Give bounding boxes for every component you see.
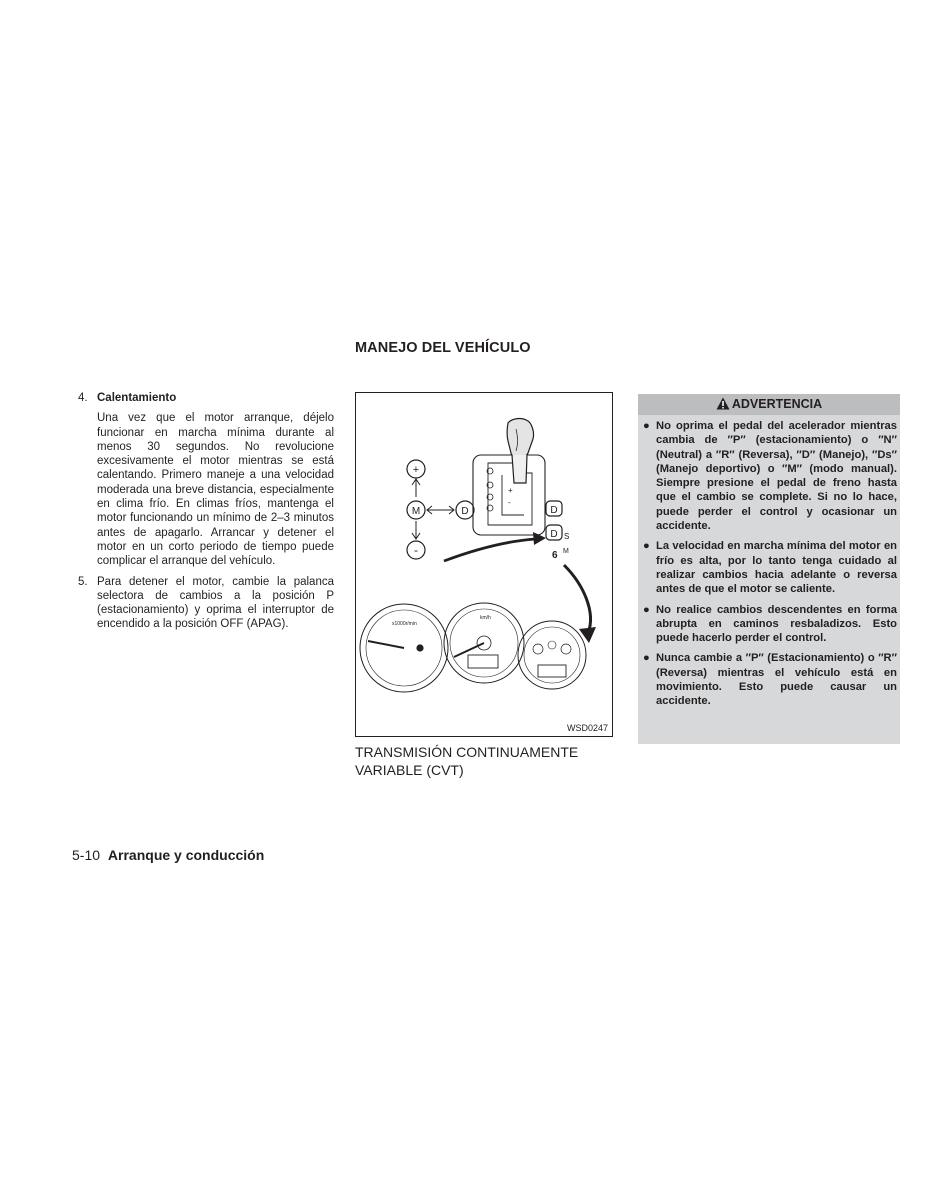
item-heading: Calentamiento <box>97 392 177 404</box>
warning-item: ● Nunca cambie a ″P″ (Estacionamiento) o ″R″ (Reversa) mientras el vehículo está en movimiento. Esto puede causar un accidente. <box>643 652 897 708</box>
warning-item: ● La velocidad en marcha mínima del motor en frío es alta, por lo tanto tenga cuidado al realizar cambios hacia adelante o reversa antes de que el motor se caliente. <box>643 540 897 596</box>
warning-triangle-icon <box>716 397 730 410</box>
svg-text:-: - <box>508 498 511 507</box>
page-footer <box>72 847 264 863</box>
manual-mode-diagram <box>407 460 474 559</box>
item-body: Para detener el motor, cambie la palanca selectora de cambios a la posición P (estacionamiento) y oprima el interruptor de encendido a la posición OFF (APAG). <box>97 575 334 631</box>
warning-box <box>638 394 900 744</box>
bullet-icon: ● <box>643 420 650 432</box>
m-label: M <box>411 506 421 517</box>
figure-caption: TRANSMISIÓN CONTINUAMENTE VARIABLE (CVT) <box>355 744 579 778</box>
shifter-console <box>473 455 545 535</box>
gear-six-label: 6 <box>552 550 558 561</box>
plus-label: + <box>412 464 420 476</box>
section-title: MANEJO DEL VEHÍCULO <box>355 340 531 356</box>
gear-m-label: M <box>563 548 569 555</box>
warning-title: ADVERTENCIA <box>731 397 823 411</box>
d-indicator-label: D <box>550 505 558 516</box>
d-label: D <box>461 506 469 517</box>
instrument-cluster <box>360 603 586 692</box>
cvt-illustration <box>356 393 614 738</box>
list-item-warmup <box>78 391 334 569</box>
warning-list <box>638 415 900 709</box>
svg-text:+: + <box>508 486 513 495</box>
minus-label: - <box>414 543 418 557</box>
cvt-figure <box>355 392 613 737</box>
svg-text:km/h: km/h <box>480 615 491 621</box>
warning-item: ● No realice cambios descendentes en forma abrupta en caminos resbaladizos. Esto puede hacerlo perder el control. <box>643 603 897 645</box>
warning-item: ● No oprima el pedal del acelerador mientras cambia de ″P″ (estacionamiento) o ″N″ (Neutral) a ″R″ (Reversa), ″D″ (Manejo), ″Ds″ (Manejo deportivo) o ″M″ (modo manual). Siempre presione el pedal de freno hasta que el cambio se complete. Si no lo hace, puede perder el control y ocasionar un accidente. <box>643 420 897 533</box>
item-number: 4. <box>78 392 88 404</box>
bullet-icon: ● <box>643 652 650 665</box>
item-number: 5. <box>78 575 88 588</box>
item-body: Una vez que el motor arranque, déjelo funcionar en marcha mínima durante al menos 30 segundos. No revolucione excesivamente el motor mientras se está calentando. Primero maneje a una velocidad moderada una breve distancia, especialmente en clima frío. En climas fríos, mantenga el motor funcionando un mínimo de 2–3 minutos antes de apagarlo. Arrancar y detener el motor en un corto periodo de tiempo puede complicar el arranque del vehículo. <box>97 412 334 568</box>
d-ds-indicators <box>546 501 569 561</box>
instruction-list <box>78 391 334 638</box>
svg-text:x1000r/min: x1000r/min <box>392 621 417 627</box>
warning-header <box>638 394 900 415</box>
bullet-icon: ● <box>643 540 650 553</box>
page-number: 5-10 <box>72 847 101 863</box>
figure-code: WSD0247 <box>566 723 608 733</box>
chapter-title: Arranque y conducción <box>107 847 265 863</box>
bullet-icon: ● <box>643 603 650 616</box>
ds-indicator-d: D <box>550 529 558 540</box>
list-item-stop-engine <box>78 575 334 632</box>
ds-indicator-s: S <box>564 532 570 541</box>
